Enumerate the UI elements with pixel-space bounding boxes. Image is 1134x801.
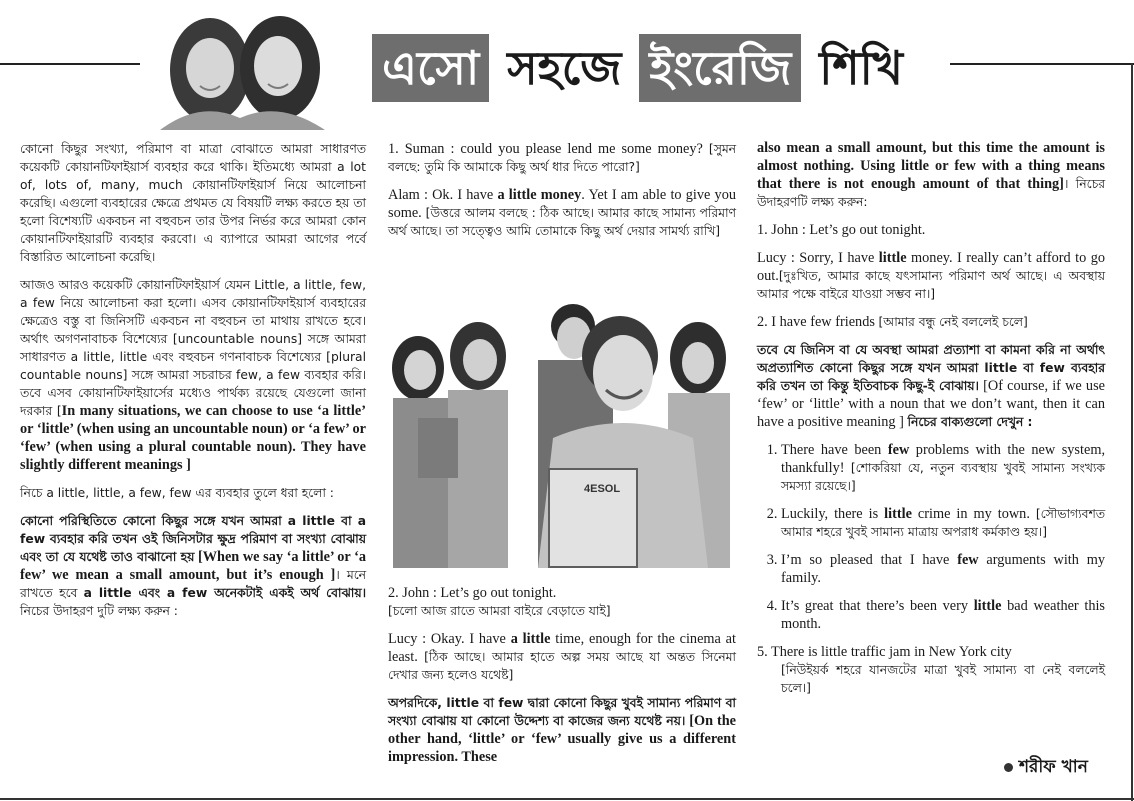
col2-ex4-bengali: [ঠিক আছে। আমার হাতে অল্প সময় আছে যা অন্তত সিনেমা দেখার জন্য হলেও যথেষ্ট] <box>388 650 736 682</box>
title-part-1: এসো <box>372 34 489 102</box>
col1-p4-bold-tail: a little এবং a few অনেকটাই একই অর্থ বোঝায়। <box>83 586 366 600</box>
list-item-bold: few <box>887 442 910 458</box>
col1-paragraph-4 <box>20 512 366 620</box>
list-item-post: crime in my town. <box>917 506 1030 522</box>
students-group-photo <box>388 298 736 568</box>
author-byline <box>1004 754 1088 782</box>
list-item-pre: I’m so pleased that I have <box>781 552 950 568</box>
col2-top-text <box>388 140 736 250</box>
col2-ex2-bold: a little money <box>497 187 582 203</box>
list-item-post: bad weather this month. <box>781 598 1105 632</box>
col3-example-1: 1. John : Let’s go out tonight. <box>757 222 926 238</box>
col3-ex3-english: 2. I have few friends <box>757 314 875 330</box>
col2-ex2-pre: Alam : Ok. I have <box>388 187 494 203</box>
col2-ex4-bold: a little <box>510 631 551 647</box>
title-part-4: শিখি <box>819 41 904 95</box>
col3-ex5-english: 5. There is little traffic jam in New York city <box>757 644 1012 660</box>
bullet-dot-icon <box>1004 763 1013 772</box>
header-photo-two-women <box>140 8 340 130</box>
col2-example-4 <box>388 630 736 684</box>
author-name: শরীফ খান <box>1019 757 1088 777</box>
col2-ex3-bengali: [চলো আজ রাতে আমরা বাইরে বেড়াতে যাই] <box>388 604 611 618</box>
list-item-post: problems with the new system, thankfully! <box>781 442 1106 476</box>
col3-sentence-list <box>757 441 1105 633</box>
col2-ex2-bengali: [উত্তরে আলম বলছে : ঠিক আছে। আমার কাছে সামান্য পরিমাণ অর্থ আছে। তা সত্ত্বেও আমি তোমাকে কিছু অর্থ দেয়ার সামর্থ্য রাখি] <box>388 206 736 238</box>
col3-example-5 <box>757 643 1105 697</box>
header-rule-right <box>950 63 1134 65</box>
list-item-bengali: [শোকরিয়া যে, নতুন ব্যবস্থায় খুবই সামান্য সংখ্যক সমস্যা রয়েছে।] <box>781 461 1105 493</box>
col2-example-1 <box>388 140 736 176</box>
list-item-post: arguments with my family. <box>781 552 1105 586</box>
col2-ex4-post: time, enough for the cinema at least. <box>388 631 736 665</box>
col1-paragraph-1: কোনো কিছুর সংখ্যা, পরিমাণ বা মাত্রা বোঝাতে আমরা সাধারণত কয়েকটি কোয়ানটিফাইয়ার্স ব্যবহার করে থাকি। ইতিমধ্যে আমরা a lot of, lots of, many, much কোয়ানটিফাইয়ার্স নিয়ে আলোচনা করেছি। এগুলো ব্যবহারের ক্ষেত্রে প্রথমত যে বিষয়টি লক্ষ্য করতে হয় তা হলো বিশেষ্যটি একবচন না বহুবচন তার উপর নির্ভর করে আমরা কোন কোয়ানটিফাইয়ারটি ব্যবহার করবো। এ ব্যাপারে আমরা আগের পর্বে বিস্তারিত আলোচনা করেছি। <box>20 142 366 264</box>
col3-p2-bengali: তবে যে জিনিস বা যে অবস্থা আমরা প্রত্যাশা বা কামনা করি না অর্থাৎ অপ্রত্যাশিত কোনো কিছুর সঙ্গে যখন আমরা little বা few ব্যবহার করি তখন তা কিন্তু ইতিবাচক কিছু-ই বোঝায়। <box>757 343 1105 393</box>
col3-paragraph-1 <box>757 139 1105 211</box>
list-item-pre: There have been <box>781 442 882 458</box>
list-item <box>781 597 1105 633</box>
column-1 <box>20 140 366 630</box>
col3-ex2-bengali: [দুঃখিত, আমার কাছে যৎসামান্য পরিমাণ অর্থ আছে। এ অবস্থায় আমার পক্ষে বাইরে যাওয়া সম্ভব না।] <box>757 269 1105 301</box>
list-item-bold: little <box>973 598 1002 614</box>
title-part-2: সহজে <box>507 41 622 95</box>
photo-sign-text: 4ESOL <box>584 483 621 495</box>
list-item <box>781 505 1105 541</box>
col3-ex5-bengali: [নিউইয়র্ক শহরে যানজটের মাত্রা খুবই সামান্য বা নেই বললেই চলে।] <box>781 663 1105 695</box>
col1-paragraph-2 <box>20 276 366 474</box>
col1-p4-bengali: কোনো পরিস্থিতিতে কোনো কিছুর সঙ্গে যখন আমরা a little বা a few ব্যবহার করি তখন ওই জিনিসটার ক্ষুদ্র পরিমাণ বা সংখ্যা বোঝায় এবং তা যে যথেষ্ট তাও বাঝানো হয় <box>20 514 366 564</box>
col1-p2-bengali: আজও আরও কয়েকটি কোয়ানটিফাইয়ার্স যেমন Little, a little, few, a few নিয়ে আলোচনা করা হলো। এসব কোয়ানটিফাইয়ার্স ব্যবহারের ক্ষেত্রেও বস্তু বা জিনিসটি একবচন না বহুবচন তা মাথায় রাখতে হবে। অর্থাৎ অগণনাবাচক বিশেষ্যের [uncountable nouns] সঙ্গে আমরা সাধারণত a little, little এবং বহুবচন গণনাবাচক বিশেষ্যের [plural countable nouns] সঙ্গে আমরা সচরাচর few, a few ব্যবহার করি। তবে এসব কোয়ানটিফাইয়ার্সের মধ্যেও পার্থক্য রয়েছে যেগুলো জানা দরকার [ <box>20 278 366 418</box>
col1-p2-english: In many situations, we can choose to use ‘a little’ or ‘little’ (when using an uncountable noun) or ‘a few’ or ‘few’ (when using a plural countable noun). They have slightly different meanings ] <box>20 403 366 473</box>
col2-ex3-english: 2. John : Let’s go out tonight. <box>388 585 557 601</box>
list-item <box>781 551 1105 587</box>
col2-example-3 <box>388 584 736 620</box>
list-item-bold: little <box>884 506 912 522</box>
list-item-pre: Luckily, there is <box>781 506 879 522</box>
col2-p5-english: [On the other hand, ‘little’ or ‘few’ usually give us a different impression. These <box>388 713 736 765</box>
title-part-3: ইংরেজি <box>639 34 801 102</box>
col1-paragraph-3: নিচে a little, little, a few, few এর ব্যবহার তুলে ধরা হলো : <box>20 486 334 500</box>
col2-ex2-post: . Yet I am able to give you some. <box>388 187 736 221</box>
col3-p1-english: also mean a small amount, but this time the amount is almost nothing. Using little or few with a thing means that there is not enough amount of that thing] <box>757 140 1105 192</box>
col2-bottom-text <box>388 584 736 776</box>
page-title <box>372 30 909 106</box>
col3-ex2-bold: little <box>878 250 907 266</box>
frame-border-right <box>1131 63 1133 801</box>
col3-ex3-bengali: [আমার বন্ধু নেই বললেই চলে] <box>878 315 1028 329</box>
col2-p5-bengali: অপরদিকে, little বা few দ্বারা কোনো কিছুর খুবই সামান্য পরিমাণ বা সংখ্যা বোঝায় যা কোনো উদ্দেশ্য বা কাজের জন্য যথেষ্ট নয়। <box>388 696 736 728</box>
col3-example-3 <box>757 313 1105 331</box>
col3-p1-bengali: । নিচের উদাহরণটি লক্ষ্য করুন: <box>757 177 1105 209</box>
col3-ex2-post: money. I really can’t afford to go out. <box>757 250 1105 284</box>
col3-ex2-pre: Lucy : Sorry, I have <box>757 250 875 266</box>
col3-p2-tail: নিচের বাক্যগুলো দেখুন : <box>907 415 1033 429</box>
col2-ex1-english: 1. Suman : could you please lend me some money? <box>388 141 703 157</box>
col1-p4-english: [When we say ‘a little’ or ‘a few’ we mean a small amount, but it’s enough ] <box>20 549 366 583</box>
column-3 <box>757 139 1105 697</box>
frame-border-bottom <box>0 798 1134 800</box>
col1-p4-tail: । মনে রাখতে হবে <box>20 568 366 600</box>
list-item-pre: It’s great that there’s been very <box>781 598 969 614</box>
list-item-bold: few <box>957 552 979 568</box>
col3-p2-english: [Of course, if we use ‘few’ or ‘little’ with a noun that we don’t want, then it can have a positive meaning ] <box>757 378 1105 430</box>
col3-example-2 <box>757 249 1105 303</box>
col1-p4-end: নিচের উদাহরণ দুটি লক্ষ্য করুন : <box>20 604 178 618</box>
col2-ex1-bengali: [সুমন বলছে: তুমি কি আমাকে কিছু অর্থ ধার দিতে পারো?] <box>388 142 736 174</box>
col2-example-2 <box>388 186 736 240</box>
col2-ex4-pre: Lucy : Okay. I have <box>388 631 506 647</box>
col3-paragraph-2 <box>757 341 1105 431</box>
list-item <box>781 441 1105 495</box>
col2-paragraph-5 <box>388 694 736 766</box>
list-item-bengali: [সৌভাগ্যবশত আমার শহরে খুবই সামান্য মাত্রায় অপরাধ কর্মকাণ্ড হয়।] <box>781 507 1105 539</box>
